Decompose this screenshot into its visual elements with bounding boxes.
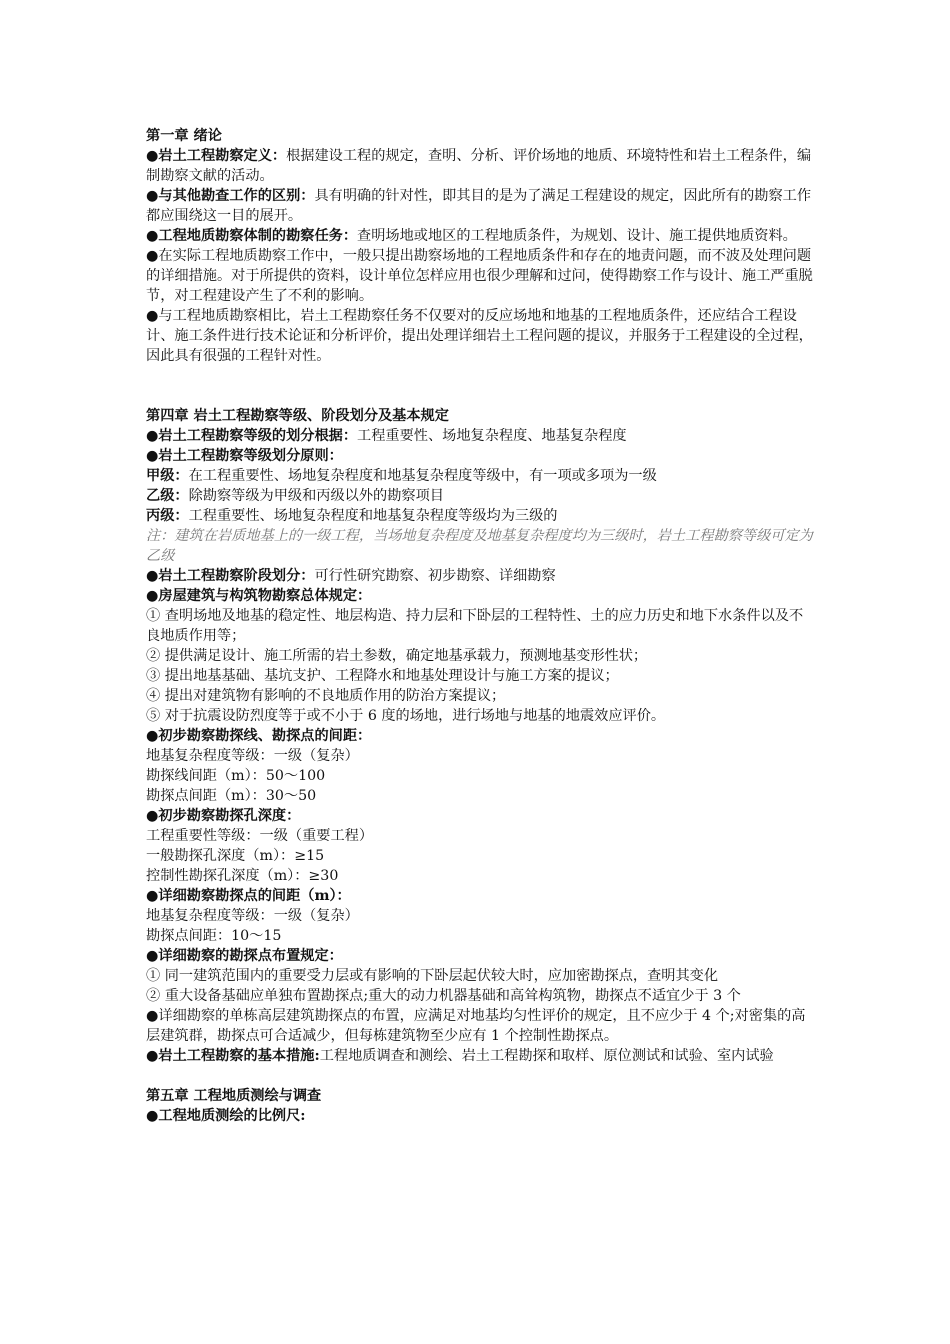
term-label: ●岩土工程勘察定义： [146,148,287,164]
term-text: 根据建设工程的规定，查明、分析、评价场地的地质、环境特性和岩土工程条件，编制勘察文献的活动。 [146,148,812,184]
spec-line: 一般勘探孔深度（m）：≥15 [146,848,325,864]
spec-line: 控制性勘探孔深度（m）：≥30 [146,868,339,884]
chapter-1-title: 第一章 绪论 [146,128,222,144]
spacer [146,366,816,386]
spec-line: 勘探线间距（m）：50～100 [146,768,326,784]
grade-note: 注：建筑在岩质地基上的一级工程，当场地复杂程度及地基复杂程度均为三级时，岩土工程勘察等级可定为乙级 [146,528,813,564]
list-item: ② 提供满足设计、施工所需的岩土参数，确定地基承载力，预测地基变形性状； [146,648,648,664]
spec-line: 勘探点间距：10～15 [146,928,282,944]
term-label: ●岩土工程勘察等级的划分根据： [146,428,358,444]
paragraph-grade-basis [146,426,816,446]
paragraph-highrise: ●详细勘察的单栋高层建筑勘探点的布置，应满足对地基均匀性评价的规定，且不应少于 4 个;对密集的高层建筑群，勘探点可合适减少，但每栋建筑物至少应有 1 个控制性勘探点。 [146,1008,806,1044]
grade-text: 除勘察等级为甲级和丙级以外的勘察项目 [188,488,444,504]
paragraph-comparison: ●与工程地质勘察相比，岩土工程勘察任务不仅要对的反应场地和地基的工程地质条件，还应结合工程设计、施工条件进行技术论证和分析评价，提出处理详细岩土工程问题的提议，并服务于工程建设的全过程，因此具有很强的工程针对性。 [146,308,813,364]
heading-general-rules: ●房屋建筑与构筑物勘察总体规定： [146,588,372,604]
grade-yi [146,486,816,506]
heading-prelim-depth: ●初步勘察勘探孔深度： [146,808,301,824]
term-label: ●岩土工程勘察的基本措施: [146,1048,320,1064]
spec-line: 工程重要性等级：一级（重要工程） [146,828,374,844]
paragraph-practice: ●在实际工程地质勘察工作中，一般只提出勘察场地的工程地质条件和存在的地责问题，而不波及处理问题的详细措施。对于所提供的资料，设计单位怎样应用也很少理解和过问，使得勘察工作与设计、施工严重脱节，对工程建设产生了不利的影响。 [146,248,813,304]
grade-text: 在工程重要性、场地复杂程度和地基复杂程度等级中，有一项或多项为一级 [188,468,657,484]
term-text: 查明场地或地区的工程地质条件，为规划、设计、施工提供地质资料。 [357,228,797,244]
list-item: ④ 提出对建筑物有影响的不良地质作用的防治方案提议； [146,688,506,704]
term-text: 工程重要性、场地复杂程度、地基复杂程度 [357,428,627,444]
document-page [146,126,816,1126]
chapter-4-title: 第四章 岩土工程勘察等级、阶段划分及基本规定 [146,408,449,424]
term-text: 具有明确的针对性，即其目的是为了满足工程建设的规定，因此所有的勘察工作都应围绕这一目的展开。 [146,188,812,224]
list-item: ① 查明场地及地基的稳定性、地层构造、持力层和下卧层的工程特性、土的应力历史和地下水条件以及不良地质作用等； [146,608,804,644]
heading-scale: ●工程地质测绘的比例尺: [146,1108,306,1124]
spec-line: 地基复杂程度等级：一级（复杂） [146,748,359,764]
grade-label: 乙级： [146,488,189,504]
grade-label: 甲级： [146,468,189,484]
heading-grade-principle: ●岩土工程勘察等级划分原则： [146,448,343,464]
list-item: ⑤ 对于抗震设防烈度等于或不小于 6 度的场地，进行场地与地基的地震效应评价。 [146,708,666,724]
grade-label: 丙级： [146,508,189,524]
paragraph-stage [146,566,816,586]
term-text: 可行性研究勘察、初步勘察、详细勘察 [314,568,556,584]
grade-bing [146,506,816,526]
grade-jia [146,466,816,486]
heading-detail-layout: ●详细勘察的勘探点布置规定： [146,948,343,964]
paragraph-definition [146,146,816,186]
term-text: 工程地质调查和测绘、岩土工程勘探和取样、原位测试和试验、室内试验 [319,1048,774,1064]
term-label: ●工程地质勘察体制的勘察任务： [146,228,358,244]
list-item: ③ 提出地基基础、基坑支护、工程降水和地基处理设计与施工方案的提议； [146,668,619,684]
spacer [146,1066,816,1086]
list-item: ① 同一建筑范围内的重要受力层或有影响的下卧层起伏较大时，应加密勘探点，查明其变化 [146,968,719,984]
list-item: ② 重大设备基础应单独布置勘探点;重大的动力机器基础和高耸构筑物，勘探点不适宜少于 3 个 [146,988,741,1004]
term-label: ●岩土工程勘察阶段划分： [146,568,315,584]
grade-text: 工程重要性、场地复杂程度和地基复杂程度等级均为三级的 [188,508,558,524]
spec-line: 地基复杂程度等级：一级（复杂） [146,908,359,924]
spacer [146,386,816,406]
heading-prelim-spacing: ●初步勘察勘探线、勘探点的间距： [146,728,372,744]
paragraph-difference [146,186,816,226]
term-label: ●与其他勘查工作的区别： [146,188,315,204]
paragraph-tasks [146,226,816,246]
spec-line: 勘探点间距（m）：30～50 [146,788,317,804]
chapter-5-title: 第五章 工程地质测绘与调查 [146,1088,322,1104]
paragraph-measures [146,1046,816,1066]
heading-detail-spacing: ●详细勘察勘探点的间距（m）： [146,888,351,904]
